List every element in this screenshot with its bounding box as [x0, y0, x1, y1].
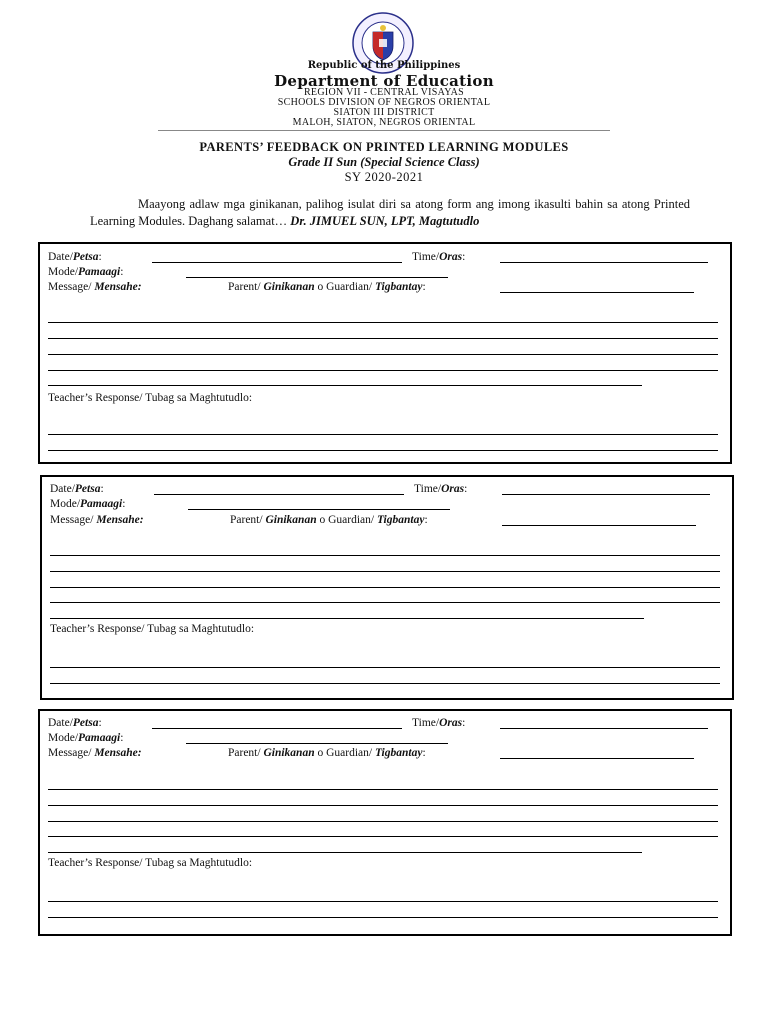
department-text: Department of Education — [274, 72, 494, 90]
feedback-box — [38, 242, 732, 464]
date-field[interactable] — [154, 494, 404, 495]
message-line[interactable] — [50, 618, 644, 619]
response-line[interactable] — [50, 683, 720, 684]
date-label: Date/Petsa: — [48, 251, 102, 263]
time-field[interactable] — [500, 728, 708, 729]
date-field[interactable] — [152, 262, 402, 263]
message-line[interactable] — [48, 338, 718, 339]
mode-field[interactable] — [188, 509, 450, 510]
region-text: REGION VII - CENTRAL VISAYAS — [303, 87, 465, 98]
message-line[interactable] — [48, 370, 718, 371]
message-label: Message/ Mensahe: — [50, 514, 144, 526]
teacher-signature: Dr. JIMUEL SUN, LPT, Magtutudlo — [290, 214, 480, 228]
message-label: Message/ Mensahe: — [48, 747, 142, 759]
form-title: PARENTS’ FEEDBACK ON PRINTED LEARNING MODULES — [199, 140, 569, 154]
teacher-response-label: Teacher’s Response/ Tubag sa Maghtutudlo: — [48, 392, 253, 404]
school-year: SY 2020-2021 — [344, 170, 424, 184]
response-line[interactable] — [48, 917, 718, 918]
parent-guardian-label: Parent/ Ginikanan o Guardian/ Tigbantay: — [228, 747, 426, 759]
feedback-box — [38, 709, 732, 936]
date-field[interactable] — [152, 728, 402, 729]
message-line[interactable] — [50, 571, 720, 572]
form-grade: Grade II Sun (Special Science Class) — [288, 155, 480, 169]
message-line[interactable] — [48, 789, 718, 790]
teacher-response-label: Teacher’s Response/ Tubag sa Maghtutudlo: — [48, 857, 253, 869]
message-line[interactable] — [50, 555, 720, 556]
header-divider — [158, 130, 610, 131]
message-line[interactable] — [48, 354, 718, 355]
message-line[interactable] — [48, 836, 718, 837]
mode-label: Mode/Pamaagi: — [48, 266, 124, 278]
teacher-response-label: Teacher’s Response/ Tubag sa Maghtutudlo: — [50, 623, 255, 635]
message-line[interactable] — [48, 385, 642, 386]
time-label: Time/Oras: — [412, 251, 466, 263]
message-line[interactable] — [50, 587, 720, 588]
feedback-box — [40, 475, 734, 700]
message-label: Message/ Mensahe: — [48, 281, 142, 293]
intro-text: Maayong adlaw mga ginikanan, palihog isulat diri sa atong form ang imong ikasulti bahin sa atong Printed Learning Modules. Daghang salamat… — [90, 197, 690, 228]
mode-label: Mode/Pamaagi: — [48, 732, 124, 744]
message-line[interactable] — [48, 805, 718, 806]
response-line[interactable] — [48, 901, 718, 902]
district-text: SIATON III DISTRICT — [333, 107, 435, 118]
time-label: Time/Oras: — [412, 717, 466, 729]
time-field[interactable] — [500, 262, 708, 263]
parent-guardian-label: Parent/ Ginikanan o Guardian/ Tigbantay: — [228, 281, 426, 293]
intro-paragraph — [90, 196, 690, 230]
message-line[interactable] — [48, 852, 642, 853]
response-line[interactable] — [48, 434, 718, 435]
parent-name-field[interactable] — [502, 525, 696, 526]
message-line[interactable] — [48, 821, 718, 822]
parent-name-field[interactable] — [500, 292, 694, 293]
response-line[interactable] — [48, 450, 718, 451]
address-text: MALOH, SIATON, NEGROS ORIENTAL — [292, 117, 476, 128]
response-line[interactable] — [50, 667, 720, 668]
time-field[interactable] — [502, 494, 710, 495]
date-label: Date/Petsa: — [48, 717, 102, 729]
message-line[interactable] — [50, 602, 720, 603]
mode-field[interactable] — [186, 277, 448, 278]
division-text: SCHOOLS DIVISION OF NEGROS ORIENTAL — [277, 97, 491, 108]
date-label: Date/Petsa: — [50, 483, 104, 495]
parent-guardian-label: Parent/ Ginikanan o Guardian/ Tigbantay: — [230, 514, 428, 526]
time-label: Time/Oras: — [414, 483, 468, 495]
message-line[interactable] — [48, 322, 718, 323]
mode-field[interactable] — [186, 743, 448, 744]
republic-text: Republic of the Philippines — [307, 60, 461, 71]
mode-label: Mode/Pamaagi: — [50, 498, 126, 510]
parent-name-field[interactable] — [500, 758, 694, 759]
